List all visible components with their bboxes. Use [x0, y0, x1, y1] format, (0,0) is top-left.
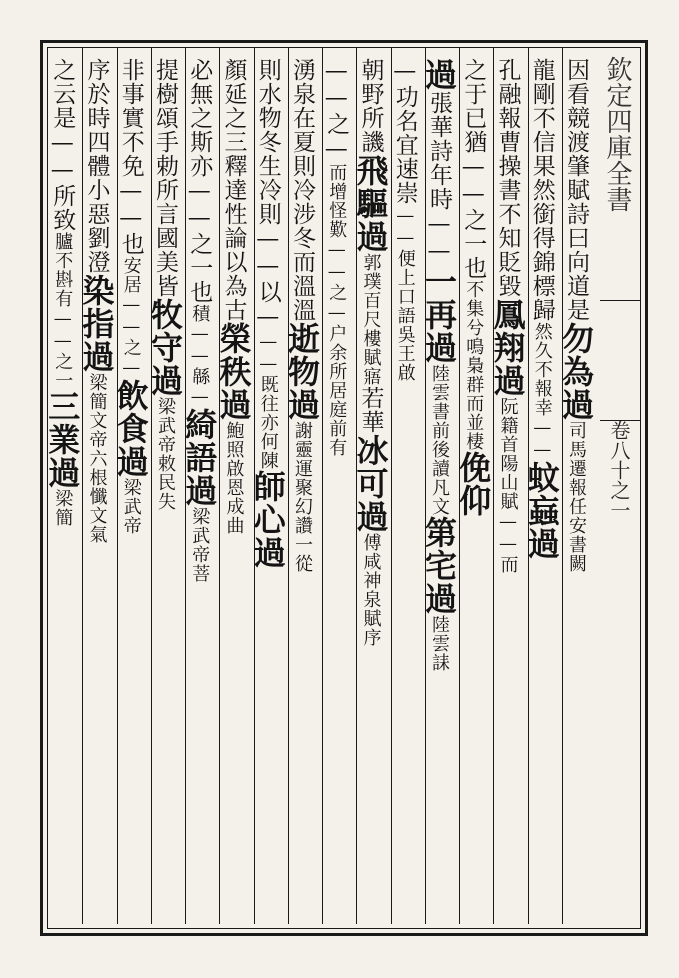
text-column [283, 58, 322, 573]
annotation-text: 安居——之— [120, 256, 142, 379]
column-rule [322, 47, 323, 924]
annotation-text: 郭璞百尺樓賦寤 [360, 253, 382, 386]
column-rule [117, 47, 118, 924]
column-rule [219, 47, 220, 924]
column-rule [288, 47, 289, 924]
text-column [214, 58, 253, 535]
text-column [111, 58, 151, 535]
entry-heading: 逝物過 [283, 322, 321, 421]
annotation-text: 然久不報幸—— [531, 322, 553, 461]
margin-divider [600, 300, 640, 301]
margin-book-title: 欽定四庫全書 [602, 56, 632, 212]
entry-heading: 飲食過 [111, 379, 150, 478]
body-text: ——之— [323, 58, 350, 163]
body-text: 若華 [357, 386, 384, 434]
annotation-text: 臚不斟有——之一 [52, 232, 74, 390]
annotation-text: 梁簡文帝六根懺文氣 [86, 373, 108, 544]
entry-heading: 榮秩過 [214, 322, 253, 421]
body-text: 非事實不免——也 [117, 58, 144, 256]
text-column [77, 58, 116, 544]
column-rule [185, 47, 186, 924]
body-text: 則水物冬生冷則——以— [254, 58, 281, 331]
entry-heading: 一再過 [420, 265, 458, 364]
body-text: 湧泉在夏則冷涉冬而溫溫 [289, 58, 315, 322]
body-text: 顏延之三釋達性論以為古 [220, 58, 247, 322]
column-rule [82, 47, 83, 924]
text-column [488, 58, 527, 574]
body-text: 提樹頌手勅所言國美皆 [152, 58, 178, 298]
annotation-text: 積——緜— [189, 304, 211, 408]
annotation-text: 陸雲誄 [429, 615, 450, 672]
entry-heading: 過 [420, 58, 458, 91]
body-text: 之于已猶——之一也 [460, 58, 487, 280]
text-column [454, 58, 493, 517]
body-text: 野所譏 [357, 82, 384, 154]
text-column [351, 58, 390, 647]
column-rule [391, 47, 392, 924]
margin-volume-label: 卷八十之一 [607, 420, 631, 520]
body-text: 張華詩年時—— [426, 91, 452, 265]
annotation-text: 梁武帝敕民失 [155, 397, 176, 511]
entry-heading: 勿為過 [557, 322, 595, 421]
annotation-text: 不集兮鳴梟群而並棲 [463, 280, 485, 451]
annotation-text: 阮籍首陽山賦——而 [497, 397, 519, 574]
annotation-text: 而增怪歎——之—户 [326, 163, 348, 343]
body-text: 因看競渡肇賦詩曰向道是 [563, 58, 589, 322]
annotation-text: 謝靈運聚幻讚一從 [292, 421, 313, 573]
body-text: —功名宜速崇 [391, 58, 418, 205]
entry-heading: 三業過 [43, 390, 82, 489]
text-column [324, 58, 356, 457]
annotation-text: 余所居庭前有 [326, 343, 348, 457]
annotation-text: 梁武帝 [120, 478, 142, 535]
body-text: 序於時四體小惡劉澄 [83, 58, 110, 274]
annotation-text: 吳王啟 [394, 325, 416, 382]
body-text: 孔融報曹操書不知貶毀 [494, 58, 521, 298]
text-column [43, 58, 82, 527]
entry-heading: 蚊蝱過 [522, 461, 561, 560]
entry-heading: 染指過 [77, 274, 116, 373]
body-text: 朝 [357, 58, 384, 82]
annotation-text: 梁武帝菩 [189, 507, 211, 583]
text-column [420, 58, 459, 672]
column-rule [254, 47, 255, 924]
annotation-text: 陸雲書前後讀凡文 [429, 364, 450, 516]
body-text: 必無之斯亦——之一也 [186, 58, 213, 304]
annotation-text: 司馬遷報任安書闕 [566, 421, 587, 573]
column-rule [562, 47, 563, 924]
entry-heading: 牧守過 [146, 298, 184, 397]
column-rule [425, 47, 426, 924]
text-column [393, 58, 425, 382]
margin-divider [600, 420, 640, 421]
text-column [180, 58, 219, 583]
entry-heading: 俛仰 [454, 451, 493, 517]
entry-heading: 綺語過 [180, 408, 219, 507]
annotation-text: ——既往亦何陳 [257, 331, 279, 470]
entry-heading: 冰可過 [351, 434, 390, 533]
body-text: 龍剛不信果然銜得錦標歸 [528, 58, 555, 322]
column-rule [151, 47, 152, 924]
entry-heading: 鳳翔過 [488, 298, 527, 397]
entry-heading: 師心過 [248, 470, 287, 569]
column-rule [459, 47, 460, 924]
column-rule [356, 47, 357, 924]
annotation-text: ——便上口語 [394, 205, 416, 325]
entry-heading: 第宅過 [420, 516, 458, 615]
annotation-text: 梁簡 [52, 489, 74, 527]
column-rule [493, 47, 494, 924]
text-column [522, 58, 562, 560]
body-text: 之云是——所致 [49, 58, 76, 232]
column-rule [528, 47, 529, 924]
text-column [557, 58, 596, 573]
text-column [146, 58, 185, 511]
text-column [248, 58, 288, 569]
annotation-text: 傅咸神泉賦序 [360, 533, 382, 647]
entry-heading: 飛驅過 [351, 154, 390, 253]
annotation-text: 鮑照啟恩成曲 [223, 421, 245, 535]
